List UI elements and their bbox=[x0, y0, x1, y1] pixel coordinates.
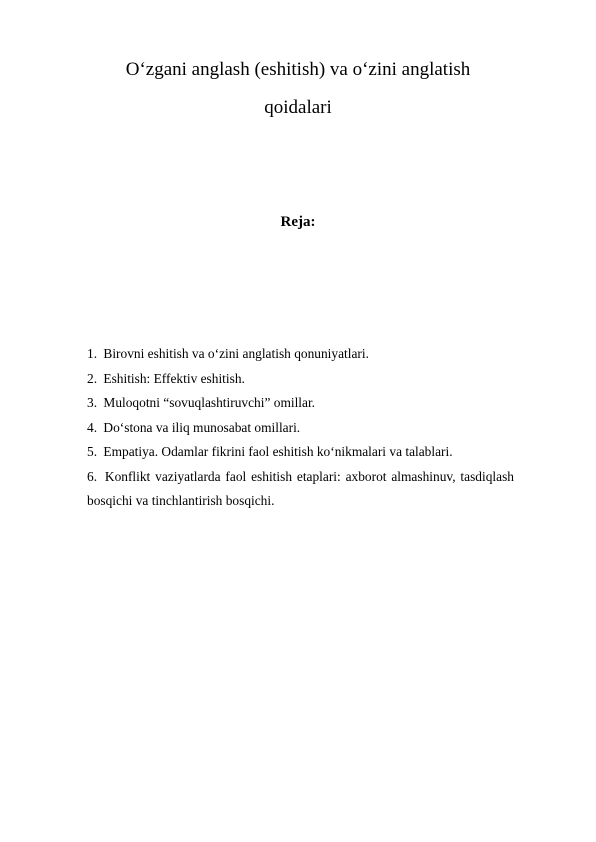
plan-item bbox=[87, 342, 514, 367]
plan-item-number: 4. bbox=[87, 419, 98, 435]
plan-item-number: 3. bbox=[87, 395, 98, 410]
plan-list bbox=[87, 342, 514, 514]
plan-heading: Reja: bbox=[280, 214, 316, 230]
plan-item bbox=[87, 367, 514, 392]
plan-item-number: 5. bbox=[87, 444, 98, 459]
title-line-2: qoidalari bbox=[264, 97, 332, 118]
plan-item bbox=[87, 391, 514, 416]
plan-item-text: Eshitish: Effektiv eshitish. bbox=[103, 370, 245, 386]
plan-item-text: Birovni eshitish va o‘zini anglatish qonuniyatlari. bbox=[103, 346, 369, 361]
plan-item-number: 2. bbox=[87, 370, 98, 386]
plan-item-text: Do‘stona va iliq munosabat omillari. bbox=[103, 419, 301, 435]
title-line-1: O‘zgani anglash (eshitish) va o‘zini anglatish bbox=[125, 59, 471, 80]
plan-item-number: 6. bbox=[87, 468, 98, 484]
plan-item-text: Konflikt vaziyatlarda faol eshitish etaplari: axborot almashinuv, tasdiqlash bosqichi va tinchlantirish bosqichi. bbox=[87, 468, 514, 508]
plan-item-text: Muloqotni “sovuqlashtiruvchi” omillar. bbox=[103, 395, 316, 410]
plan-item bbox=[87, 416, 514, 441]
plan-item bbox=[87, 465, 514, 514]
document-title bbox=[60, 51, 536, 127]
plan-item-text: Empatiya. Odamlar fikrini faol eshitish ko‘nikmalari va talablari. bbox=[103, 444, 453, 459]
plan-item-number: 1. bbox=[87, 346, 98, 361]
plan-item bbox=[87, 440, 514, 465]
